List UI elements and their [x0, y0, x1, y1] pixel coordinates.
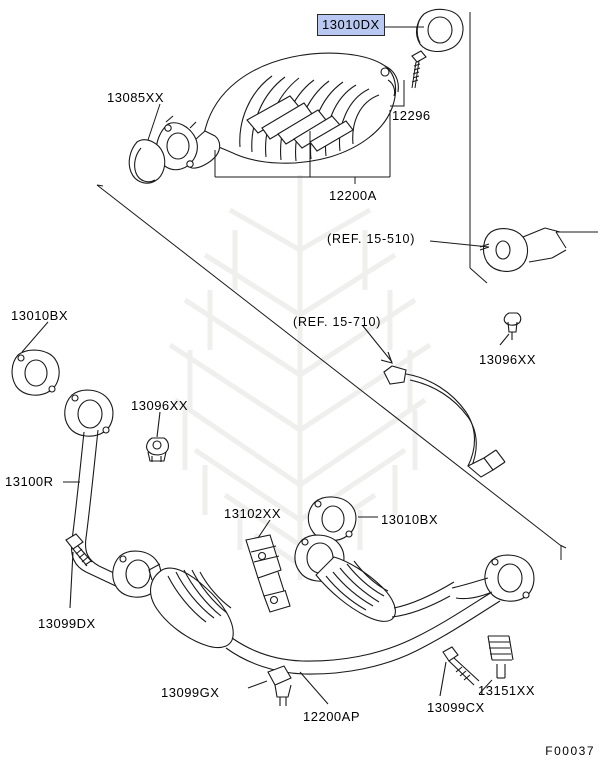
oxygen-sensor-assembly	[363, 326, 505, 477]
part-label-13099cx[interactable]: 13099CX	[427, 700, 485, 715]
part-label-13010dx[interactable]: 13010DX	[317, 14, 385, 36]
part-label-13099gx[interactable]: 13099GX	[161, 685, 220, 700]
part-label-12296[interactable]: 12296	[392, 108, 431, 123]
bolt-13099dx	[66, 534, 92, 608]
pipe-upper-flange	[65, 390, 113, 436]
part-label-13096xx-upper[interactable]: 13096XX	[479, 352, 536, 367]
reference-label-15-510[interactable]: (REF. 15-510)	[327, 232, 416, 246]
part-label-13096xx-lower[interactable]: 13096XX	[131, 398, 188, 413]
ref-15-510-bracket	[430, 228, 566, 271]
diagram-footer-code: F00037	[545, 744, 595, 758]
gasket-13010bx-left	[12, 350, 59, 395]
gasket-13010dx	[417, 9, 464, 51]
main-converter-assembly	[129, 9, 463, 183]
gasket-13010bx-right	[308, 497, 356, 541]
bolt-12296	[412, 51, 426, 88]
gasket-13085xx	[129, 140, 165, 183]
part-label-13102xx[interactable]: 13102XX	[224, 506, 281, 521]
rear-converter-12200ap	[149, 497, 534, 674]
part-label-13099dx[interactable]: 13099DX	[38, 616, 96, 631]
part-label-12200ap[interactable]: 12200AP	[303, 709, 360, 724]
part-label-13151xx[interactable]: 13151XX	[478, 683, 535, 698]
part-label-13010bx-left[interactable]: 13010BX	[11, 308, 68, 323]
stud-13099gx	[248, 666, 291, 706]
converter-body-12200a	[204, 53, 398, 163]
bolt-13099cx	[440, 647, 479, 696]
bolt-13096xx-upper	[500, 313, 521, 345]
nut-13096xx-lower	[147, 412, 169, 462]
reference-label-15-710[interactable]: (REF. 15-710)	[293, 315, 382, 329]
spring-13151xx	[488, 636, 513, 678]
part-label-13085xx[interactable]: 13085XX	[107, 90, 164, 105]
part-label-13100r[interactable]: 13100R	[5, 474, 54, 489]
part-label-13010bx-right[interactable]: 13010BX	[381, 512, 438, 527]
part-label-12200a[interactable]: 12200A	[329, 188, 377, 203]
